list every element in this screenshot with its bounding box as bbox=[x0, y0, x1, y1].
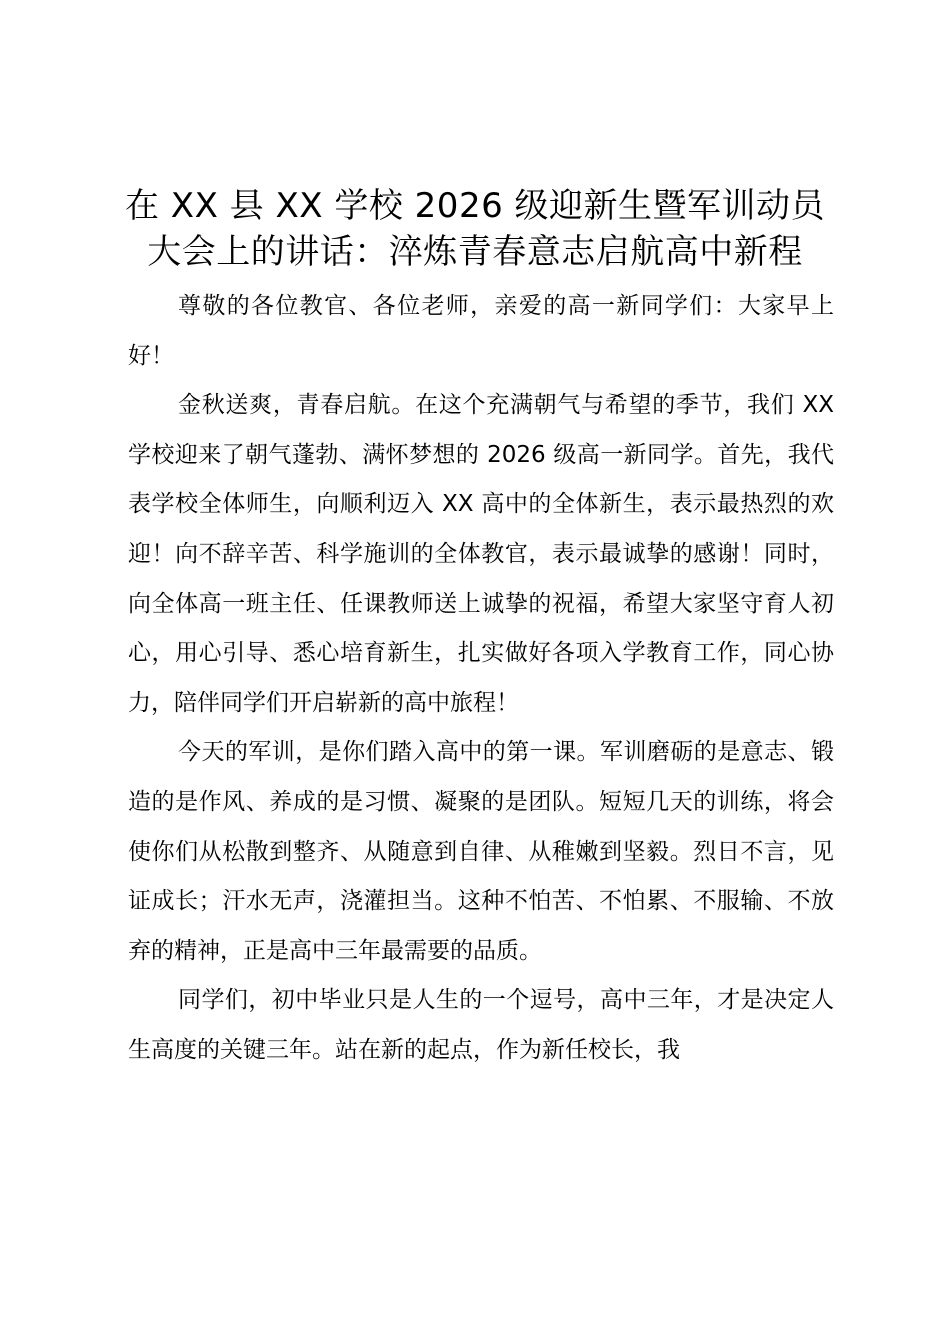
paragraph-greeting: 尊敬的各位教官、各位老师，亲爱的高一新同学们：大家早上好！ bbox=[128, 293, 834, 369]
paragraph-high-school: 同学们，初中毕业只是人生的一个逗号，高中三年，才是决定人生高度的关键三年。站在新的起点，作为新任校长，我 bbox=[128, 987, 834, 1063]
document-body bbox=[128, 282, 834, 1076]
title-line-2: 大会上的讲话：淬炼青春意志启航高中新程 bbox=[147, 232, 803, 272]
paragraph-welcome: 金秋送爽，青春启航。在这个充满朝气与希望的季节，我们 XX 学校迎来了朝气蓬勃、满怀梦想的 2026 级高一新同学。首先，我代表学校全体师生，向顺利迈入 XX 高中的全体新生，表示最热烈的欢迎！向不辞辛苦、科学施训的全体教官，表示最诚挚的感谢！同时，向全体高一班主任、任课教师送上诚挚的祝福，希望大家坚守育人初心，用心引导、悉心培育新生，扎实做好各项入学教育工作，同心协力，陪伴同学们开启崭新的高中旅程！ bbox=[128, 392, 834, 716]
title-line-1: 在 XX 县 XX 学校 2026 级迎新生暨军训动员 bbox=[124, 186, 826, 226]
document-title bbox=[100, 183, 850, 275]
paragraph-military-training: 今天的军训，是你们踏入高中的第一课。军训磨砺的是意志、锻造的是作风、养成的是习惯、凝聚的是团队。短短几天的训练，将会使你们从松散到整齐、从随意到自律、从稚嫩到坚毅。烈日不言，见证成长；汗水无声，浇灌担当。这种不怕苦、不怕累、不服输、不放弃的精神，正是高中三年最需要的品质。 bbox=[128, 739, 834, 964]
